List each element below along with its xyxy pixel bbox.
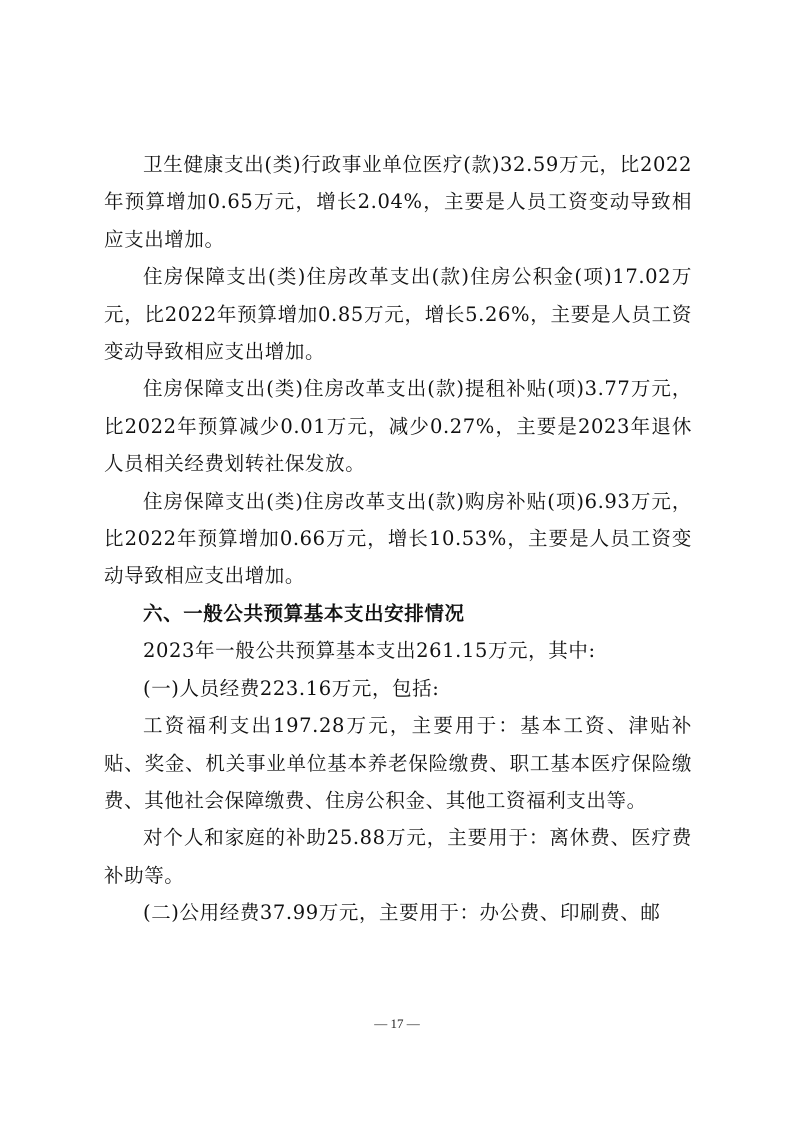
- section-heading: 六、一般公共预算基本支出安排情况: [143, 601, 465, 625]
- paragraph-wages-welfare: 工资福利支出197.28万元，主要用于：基本工资、津贴补贴、奖金、机关事业单位基本养老保险缴费、职工基本医疗保险缴费、其他社会保障缴费、住房公积金、其他工资福利支出等。: [104, 714, 692, 812]
- paragraph-personnel-costs: (一)人员经费223.16万元，包括:: [143, 676, 440, 700]
- paragraph-housing-purchase-subsidy: 住房保障支出(类)住房改革支出(款)购房补贴(项)6.93万元，比2022年预算增加0.66万元，增长10.53%，主要是人员工资变动导致相应支出增加。: [104, 489, 692, 588]
- page-number: — 17 —: [374, 1016, 420, 1031]
- paragraph-housing-fund: 住房保障支出(类)住房改革支出(款)住房公积金(项)17.02万元，比2022年预算增加0.85万元，增长5.26%，主要是人员工资变动导致相应支出增加。: [104, 265, 692, 364]
- body-text: [104, 146, 692, 932]
- paragraph-rent-subsidy: 住房保障支出(类)住房改革支出(款)提租补贴(项)3.77万元，比2022年预算减少0.01万元，减少0.27%，主要是2023年退休人员相关经费划转社保发放。: [104, 377, 692, 476]
- paragraph-basic-expenditure-total: 2023年一般公共预算基本支出261.15万元，其中:: [143, 639, 596, 663]
- paragraph-household-subsidy: 对个人和家庭的补助25.88万元，主要用于：离休费、医疗费补助等。: [104, 826, 692, 887]
- paragraph-health-expenditure: 卫生健康支出(类)行政事业单位医疗(款)32.59万元，比2022年预算增加0.65万元，增长2.04%，主要是人员工资变动导致相应支出增加。: [104, 153, 692, 251]
- paragraph-public-costs: (二)公用经费37.99万元，主要用于：办公费、印刷费、邮: [143, 901, 661, 925]
